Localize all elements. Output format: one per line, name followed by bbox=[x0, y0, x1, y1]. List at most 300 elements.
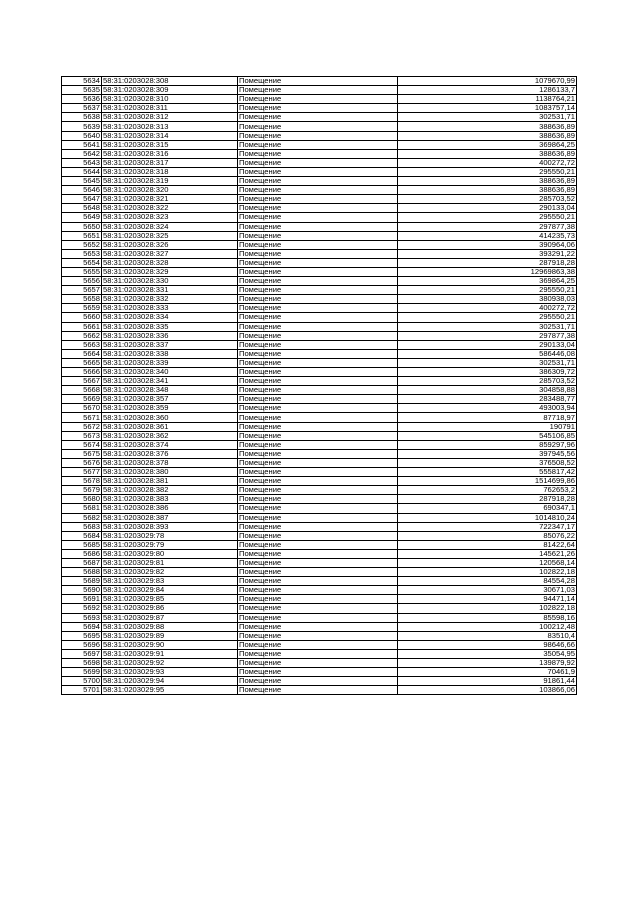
object-type-cell: Помещение bbox=[238, 513, 398, 522]
row-number-cell: 5637 bbox=[62, 104, 102, 113]
cadastral-number-cell: 58:31:0203028:317 bbox=[102, 158, 238, 167]
cadastral-number-cell: 58:31:0203028:308 bbox=[102, 77, 238, 86]
cadastral-number-cell: 58:31:0203028:315 bbox=[102, 140, 238, 149]
table-row bbox=[62, 431, 577, 440]
table-row bbox=[62, 77, 577, 86]
cadastral-number-cell: 58:31:0203028:322 bbox=[102, 204, 238, 213]
object-type-cell: Помещение bbox=[238, 386, 398, 395]
table-row bbox=[62, 213, 577, 222]
table-row bbox=[62, 513, 577, 522]
object-type-cell: Помещение bbox=[238, 277, 398, 286]
object-type-cell: Помещение bbox=[238, 449, 398, 458]
cadastral-value-cell: 388636,89 bbox=[398, 149, 577, 158]
object-type-cell: Помещение bbox=[238, 249, 398, 258]
object-type-cell: Помещение bbox=[238, 368, 398, 377]
cadastral-value-cell: 295550,21 bbox=[398, 213, 577, 222]
row-number-cell: 5668 bbox=[62, 386, 102, 395]
table-row bbox=[62, 95, 577, 104]
table-row bbox=[62, 668, 577, 677]
object-type-cell: Помещение bbox=[238, 140, 398, 149]
row-number-cell: 5670 bbox=[62, 404, 102, 413]
cadastral-number-cell: 58:31:0203028:318 bbox=[102, 167, 238, 176]
cadastral-number-cell: 58:31:0203028:393 bbox=[102, 522, 238, 531]
cadastral-value-cell: 85598,16 bbox=[398, 613, 577, 622]
row-number-cell: 5644 bbox=[62, 167, 102, 176]
row-number-cell: 5662 bbox=[62, 331, 102, 340]
cadastral-number-cell: 58:31:0203029:83 bbox=[102, 577, 238, 586]
row-number-cell: 5693 bbox=[62, 613, 102, 622]
cadastral-value-cell: 302531,71 bbox=[398, 322, 577, 331]
table-row bbox=[62, 349, 577, 358]
cadastral-value-cell: 1138764,21 bbox=[398, 95, 577, 104]
object-type-cell: Помещение bbox=[238, 631, 398, 640]
cadastral-value-cell: 390964,06 bbox=[398, 240, 577, 249]
cadastral-number-cell: 58:31:0203028:336 bbox=[102, 331, 238, 340]
row-number-cell: 5698 bbox=[62, 659, 102, 668]
table-row bbox=[62, 613, 577, 622]
table-row bbox=[62, 368, 577, 377]
table-row bbox=[62, 404, 577, 413]
cadastral-number-cell: 58:31:0203029:94 bbox=[102, 677, 238, 686]
row-number-cell: 5656 bbox=[62, 277, 102, 286]
cadastral-value-cell: 30671,03 bbox=[398, 586, 577, 595]
cadastral-number-cell: 58:31:0203029:82 bbox=[102, 568, 238, 577]
table-row bbox=[62, 322, 577, 331]
object-type-cell: Помещение bbox=[238, 486, 398, 495]
cadastral-number-cell: 58:31:0203028:362 bbox=[102, 431, 238, 440]
cadastral-number-cell: 58:31:0203028:348 bbox=[102, 386, 238, 395]
cadastral-number-cell: 58:31:0203028:310 bbox=[102, 95, 238, 104]
object-type-cell: Помещение bbox=[238, 167, 398, 176]
cadastral-number-cell: 58:31:0203029:91 bbox=[102, 649, 238, 658]
object-type-cell: Помещение bbox=[238, 677, 398, 686]
cadastral-value-cell: 1083757,14 bbox=[398, 104, 577, 113]
object-type-cell: Помещение bbox=[238, 131, 398, 140]
cadastral-value-cell: 555817,42 bbox=[398, 468, 577, 477]
cadastral-number-cell: 58:31:0203028:387 bbox=[102, 513, 238, 522]
cadastral-value-cell: 397945,56 bbox=[398, 449, 577, 458]
table-row bbox=[62, 558, 577, 567]
row-number-cell: 5675 bbox=[62, 449, 102, 458]
object-type-cell: Помещение bbox=[238, 331, 398, 340]
cadastral-value-cell: 1014810,24 bbox=[398, 513, 577, 522]
row-number-cell: 5635 bbox=[62, 86, 102, 95]
object-type-cell: Помещение bbox=[238, 458, 398, 467]
object-type-cell: Помещение bbox=[238, 540, 398, 549]
table-row bbox=[62, 540, 577, 549]
row-number-cell: 5680 bbox=[62, 495, 102, 504]
object-type-cell: Помещение bbox=[238, 340, 398, 349]
row-number-cell: 5651 bbox=[62, 231, 102, 240]
cadastral-value-cell: 762653,2 bbox=[398, 486, 577, 495]
cadastral-value-cell: 190791 bbox=[398, 422, 577, 431]
cadastral-value-cell: 87718,97 bbox=[398, 413, 577, 422]
cadastral-number-cell: 58:31:0203028:331 bbox=[102, 286, 238, 295]
row-number-cell: 5692 bbox=[62, 604, 102, 613]
cadastral-value-cell: 295550,21 bbox=[398, 167, 577, 176]
object-type-cell: Помещение bbox=[238, 640, 398, 649]
row-number-cell: 5658 bbox=[62, 295, 102, 304]
cadastral-value-cell: 414235,73 bbox=[398, 231, 577, 240]
row-number-cell: 5685 bbox=[62, 540, 102, 549]
cadastral-number-cell: 58:31:0203029:89 bbox=[102, 631, 238, 640]
row-number-cell: 5638 bbox=[62, 113, 102, 122]
table-row bbox=[62, 486, 577, 495]
object-type-cell: Помещение bbox=[238, 686, 398, 695]
cadastral-value-cell: 400272,72 bbox=[398, 158, 577, 167]
object-type-cell: Помещение bbox=[238, 86, 398, 95]
table-row bbox=[62, 549, 577, 558]
object-type-cell: Помещение bbox=[238, 549, 398, 558]
object-type-cell: Помещение bbox=[238, 349, 398, 358]
object-type-cell: Помещение bbox=[238, 222, 398, 231]
row-number-cell: 5674 bbox=[62, 440, 102, 449]
cadastral-number-cell: 58:31:0203028:312 bbox=[102, 113, 238, 122]
cadastral-number-cell: 58:31:0203028:335 bbox=[102, 322, 238, 331]
row-number-cell: 5669 bbox=[62, 395, 102, 404]
cadastral-number-cell: 58:31:0203028:314 bbox=[102, 131, 238, 140]
cadastral-value-cell: 70461,9 bbox=[398, 668, 577, 677]
object-type-cell: Помещение bbox=[238, 568, 398, 577]
table-row bbox=[62, 231, 577, 240]
cadastral-number-cell: 58:31:0203028:357 bbox=[102, 395, 238, 404]
row-number-cell: 5659 bbox=[62, 304, 102, 313]
cadastral-value-cell: 393291,22 bbox=[398, 249, 577, 258]
table-row bbox=[62, 204, 577, 213]
object-type-cell: Помещение bbox=[238, 604, 398, 613]
cadastral-value-cell: 1286133,7 bbox=[398, 86, 577, 95]
object-type-cell: Помещение bbox=[238, 668, 398, 677]
object-type-cell: Помещение bbox=[238, 622, 398, 631]
row-number-cell: 5673 bbox=[62, 431, 102, 440]
cadastral-value-cell: 380938,03 bbox=[398, 295, 577, 304]
object-type-cell: Помещение bbox=[238, 240, 398, 249]
cadastral-value-cell: 285703,52 bbox=[398, 195, 577, 204]
object-type-cell: Помещение bbox=[238, 440, 398, 449]
table-row bbox=[62, 631, 577, 640]
cadastral-number-cell: 58:31:0203029:86 bbox=[102, 604, 238, 613]
cadastral-value-cell: 376508,52 bbox=[398, 458, 577, 467]
table-row bbox=[62, 286, 577, 295]
row-number-cell: 5663 bbox=[62, 340, 102, 349]
row-number-cell: 5677 bbox=[62, 468, 102, 477]
table-row bbox=[62, 167, 577, 176]
object-type-cell: Помещение bbox=[238, 186, 398, 195]
cadastral-number-cell: 58:31:0203029:85 bbox=[102, 595, 238, 604]
cadastral-number-cell: 58:31:0203028:339 bbox=[102, 358, 238, 367]
object-type-cell: Помещение bbox=[238, 313, 398, 322]
cadastral-value-cell: 369864,25 bbox=[398, 277, 577, 286]
row-number-cell: 5690 bbox=[62, 586, 102, 595]
table-row bbox=[62, 249, 577, 258]
table-row bbox=[62, 304, 577, 313]
object-type-cell: Помещение bbox=[238, 258, 398, 267]
row-number-cell: 5647 bbox=[62, 195, 102, 204]
row-number-cell: 5672 bbox=[62, 422, 102, 431]
cadastral-value-cell: 81422,64 bbox=[398, 540, 577, 549]
object-type-cell: Помещение bbox=[238, 231, 398, 240]
cadastral-value-cell: 287918,28 bbox=[398, 258, 577, 267]
object-type-cell: Помещение bbox=[238, 613, 398, 622]
row-number-cell: 5667 bbox=[62, 377, 102, 386]
cadastral-number-cell: 58:31:0203028:376 bbox=[102, 449, 238, 458]
cadastral-value-cell: 304858,88 bbox=[398, 386, 577, 395]
cadastral-value-cell: 295550,21 bbox=[398, 313, 577, 322]
cadastral-number-cell: 58:31:0203029:88 bbox=[102, 622, 238, 631]
cadastral-value-cell: 388636,89 bbox=[398, 131, 577, 140]
table-row bbox=[62, 140, 577, 149]
table-body bbox=[62, 77, 577, 695]
table-row bbox=[62, 113, 577, 122]
table-row bbox=[62, 258, 577, 267]
cadastral-value-cell: 100212,48 bbox=[398, 622, 577, 631]
row-number-cell: 5648 bbox=[62, 204, 102, 213]
cadastral-number-cell: 58:31:0203029:78 bbox=[102, 531, 238, 540]
cadastral-value-cell: 1514699,86 bbox=[398, 477, 577, 486]
table-row bbox=[62, 331, 577, 340]
object-type-cell: Помещение bbox=[238, 322, 398, 331]
table-row bbox=[62, 158, 577, 167]
row-number-cell: 5665 bbox=[62, 358, 102, 367]
table-row bbox=[62, 86, 577, 95]
cadastral-number-cell: 58:31:0203028:359 bbox=[102, 404, 238, 413]
cadastral-value-cell: 1079670,99 bbox=[398, 77, 577, 86]
table-row bbox=[62, 386, 577, 395]
cadastral-value-cell: 145621,26 bbox=[398, 549, 577, 558]
cadastral-number-cell: 58:31:0203029:79 bbox=[102, 540, 238, 549]
object-type-cell: Помещение bbox=[238, 495, 398, 504]
cadastral-number-cell: 58:31:0203028:380 bbox=[102, 468, 238, 477]
table-row bbox=[62, 686, 577, 695]
cadastral-value-cell: 91861,44 bbox=[398, 677, 577, 686]
table-row bbox=[62, 277, 577, 286]
row-number-cell: 5684 bbox=[62, 531, 102, 540]
row-number-cell: 5645 bbox=[62, 177, 102, 186]
cadastral-value-cell: 85076,22 bbox=[398, 531, 577, 540]
row-number-cell: 5694 bbox=[62, 622, 102, 631]
table-row bbox=[62, 522, 577, 531]
table-row bbox=[62, 504, 577, 513]
cadastral-number-cell: 58:31:0203028:341 bbox=[102, 377, 238, 386]
cadastral-number-cell: 58:31:0203028:361 bbox=[102, 422, 238, 431]
table-row bbox=[62, 468, 577, 477]
cadastral-value-cell: 103866,06 bbox=[398, 686, 577, 695]
object-type-cell: Помещение bbox=[238, 177, 398, 186]
object-type-cell: Помещение bbox=[238, 304, 398, 313]
table-row bbox=[62, 568, 577, 577]
cadastral-number-cell: 58:31:0203029:93 bbox=[102, 668, 238, 677]
row-number-cell: 5641 bbox=[62, 140, 102, 149]
cadastral-number-cell: 58:31:0203028:321 bbox=[102, 195, 238, 204]
object-type-cell: Помещение bbox=[238, 267, 398, 276]
row-number-cell: 5650 bbox=[62, 222, 102, 231]
cadastral-number-cell: 58:31:0203028:383 bbox=[102, 495, 238, 504]
cadastral-value-cell: 388636,89 bbox=[398, 122, 577, 131]
table-row bbox=[62, 531, 577, 540]
table-row bbox=[62, 659, 577, 668]
row-number-cell: 5652 bbox=[62, 240, 102, 249]
row-number-cell: 5697 bbox=[62, 649, 102, 658]
cadastral-value-cell: 120568,14 bbox=[398, 558, 577, 567]
cadastral-number-cell: 58:31:0203028:333 bbox=[102, 304, 238, 313]
row-number-cell: 5687 bbox=[62, 558, 102, 567]
object-type-cell: Помещение bbox=[238, 468, 398, 477]
row-number-cell: 5691 bbox=[62, 595, 102, 604]
cadastral-number-cell: 58:31:0203028:327 bbox=[102, 249, 238, 258]
cadastral-number-cell: 58:31:0203028:309 bbox=[102, 86, 238, 95]
cadastral-number-cell: 58:31:0203028:381 bbox=[102, 477, 238, 486]
table-row bbox=[62, 604, 577, 613]
object-type-cell: Помещение bbox=[238, 595, 398, 604]
row-number-cell: 5661 bbox=[62, 322, 102, 331]
cadastral-number-cell: 58:31:0203028:374 bbox=[102, 440, 238, 449]
cadastral-number-cell: 58:31:0203028:340 bbox=[102, 368, 238, 377]
object-type-cell: Помещение bbox=[238, 204, 398, 213]
cadastral-value-cell: 35054,95 bbox=[398, 649, 577, 658]
table-row bbox=[62, 477, 577, 486]
object-type-cell: Помещение bbox=[238, 377, 398, 386]
table-row bbox=[62, 413, 577, 422]
cadastral-number-cell: 58:31:0203028:386 bbox=[102, 504, 238, 513]
row-number-cell: 5688 bbox=[62, 568, 102, 577]
row-number-cell: 5679 bbox=[62, 486, 102, 495]
cadastral-number-cell: 58:31:0203029:92 bbox=[102, 659, 238, 668]
row-number-cell: 5666 bbox=[62, 368, 102, 377]
cadastral-value-cell: 388636,89 bbox=[398, 177, 577, 186]
table-row bbox=[62, 313, 577, 322]
object-type-cell: Помещение bbox=[238, 649, 398, 658]
object-type-cell: Помещение bbox=[238, 77, 398, 86]
row-number-cell: 5646 bbox=[62, 186, 102, 195]
object-type-cell: Помещение bbox=[238, 122, 398, 131]
object-type-cell: Помещение bbox=[238, 577, 398, 586]
cadastral-number-cell: 58:31:0203028:319 bbox=[102, 177, 238, 186]
object-type-cell: Помещение bbox=[238, 431, 398, 440]
cadastral-number-cell: 58:31:0203028:382 bbox=[102, 486, 238, 495]
cadastral-number-cell: 58:31:0203028:316 bbox=[102, 149, 238, 158]
cadastral-number-cell: 58:31:0203028:324 bbox=[102, 222, 238, 231]
cadastral-value-cell: 545106,85 bbox=[398, 431, 577, 440]
row-number-cell: 5655 bbox=[62, 267, 102, 276]
cadastral-value-cell: 297877,38 bbox=[398, 331, 577, 340]
object-type-cell: Помещение bbox=[238, 158, 398, 167]
row-number-cell: 5678 bbox=[62, 477, 102, 486]
cadastral-value-cell: 102822,18 bbox=[398, 604, 577, 613]
cadastral-value-cell: 84554,28 bbox=[398, 577, 577, 586]
cadastral-number-cell: 58:31:0203029:95 bbox=[102, 686, 238, 695]
object-type-cell: Помещение bbox=[238, 531, 398, 540]
cadastral-value-cell: 94471,14 bbox=[398, 595, 577, 604]
table-row bbox=[62, 149, 577, 158]
object-type-cell: Помещение bbox=[238, 558, 398, 567]
row-number-cell: 5639 bbox=[62, 122, 102, 131]
row-number-cell: 5695 bbox=[62, 631, 102, 640]
table-row bbox=[62, 577, 577, 586]
table-row bbox=[62, 495, 577, 504]
row-number-cell: 5701 bbox=[62, 686, 102, 695]
table-row bbox=[62, 449, 577, 458]
table-row bbox=[62, 340, 577, 349]
cadastral-number-cell: 58:31:0203028:334 bbox=[102, 313, 238, 322]
table-row bbox=[62, 395, 577, 404]
row-number-cell: 5657 bbox=[62, 286, 102, 295]
table-row bbox=[62, 595, 577, 604]
table-row bbox=[62, 458, 577, 467]
object-type-cell: Помещение bbox=[238, 149, 398, 158]
table-row bbox=[62, 131, 577, 140]
row-number-cell: 5636 bbox=[62, 95, 102, 104]
row-number-cell: 5660 bbox=[62, 313, 102, 322]
cadastral-number-cell: 58:31:0203028:328 bbox=[102, 258, 238, 267]
row-number-cell: 5654 bbox=[62, 258, 102, 267]
cadastral-value-cell: 139879,92 bbox=[398, 659, 577, 668]
row-number-cell: 5642 bbox=[62, 149, 102, 158]
object-type-cell: Помещение bbox=[238, 586, 398, 595]
cadastral-value-cell: 386309,72 bbox=[398, 368, 577, 377]
cadastral-number-cell: 58:31:0203028:360 bbox=[102, 413, 238, 422]
row-number-cell: 5681 bbox=[62, 504, 102, 513]
table-row bbox=[62, 422, 577, 431]
cadastral-number-cell: 58:31:0203028:320 bbox=[102, 186, 238, 195]
cadastral-value-cell: 586446,08 bbox=[398, 349, 577, 358]
cadastral-number-cell: 58:31:0203028:326 bbox=[102, 240, 238, 249]
cadastral-value-cell: 285703,52 bbox=[398, 377, 577, 386]
cadastral-value-cell: 290133,04 bbox=[398, 204, 577, 213]
table-row bbox=[62, 622, 577, 631]
object-type-cell: Помещение bbox=[238, 95, 398, 104]
object-type-cell: Помещение bbox=[238, 295, 398, 304]
table-row bbox=[62, 104, 577, 113]
cadastral-value-table bbox=[61, 76, 577, 695]
table-row bbox=[62, 177, 577, 186]
cadastral-value-cell: 102822,18 bbox=[398, 568, 577, 577]
table-row bbox=[62, 222, 577, 231]
object-type-cell: Помещение bbox=[238, 213, 398, 222]
cadastral-value-cell: 283488,77 bbox=[398, 395, 577, 404]
object-type-cell: Помещение bbox=[238, 413, 398, 422]
cadastral-value-cell: 302531,71 bbox=[398, 113, 577, 122]
object-type-cell: Помещение bbox=[238, 358, 398, 367]
cadastral-value-cell: 297877,38 bbox=[398, 222, 577, 231]
cadastral-value-cell: 83510,4 bbox=[398, 631, 577, 640]
row-number-cell: 5689 bbox=[62, 577, 102, 586]
cadastral-value-cell: 493003,94 bbox=[398, 404, 577, 413]
table-row bbox=[62, 295, 577, 304]
cadastral-number-cell: 58:31:0203028:329 bbox=[102, 267, 238, 276]
object-type-cell: Помещение bbox=[238, 477, 398, 486]
cadastral-value-cell: 290133,04 bbox=[398, 340, 577, 349]
cadastral-number-cell: 58:31:0203028:323 bbox=[102, 213, 238, 222]
row-number-cell: 5664 bbox=[62, 349, 102, 358]
row-number-cell: 5686 bbox=[62, 549, 102, 558]
cadastral-value-cell: 287918,28 bbox=[398, 495, 577, 504]
object-type-cell: Помещение bbox=[238, 113, 398, 122]
object-type-cell: Помещение bbox=[238, 195, 398, 204]
cadastral-value-cell: 690347,1 bbox=[398, 504, 577, 513]
row-number-cell: 5699 bbox=[62, 668, 102, 677]
row-number-cell: 5640 bbox=[62, 131, 102, 140]
object-type-cell: Помещение bbox=[238, 395, 398, 404]
row-number-cell: 5643 bbox=[62, 158, 102, 167]
object-type-cell: Помещение bbox=[238, 522, 398, 531]
cadastral-number-cell: 58:31:0203028:338 bbox=[102, 349, 238, 358]
table-row bbox=[62, 122, 577, 131]
cadastral-number-cell: 58:31:0203028:325 bbox=[102, 231, 238, 240]
row-number-cell: 5653 bbox=[62, 249, 102, 258]
cadastral-value-cell: 400272,72 bbox=[398, 304, 577, 313]
object-type-cell: Помещение bbox=[238, 504, 398, 513]
cadastral-number-cell: 58:31:0203029:84 bbox=[102, 586, 238, 595]
